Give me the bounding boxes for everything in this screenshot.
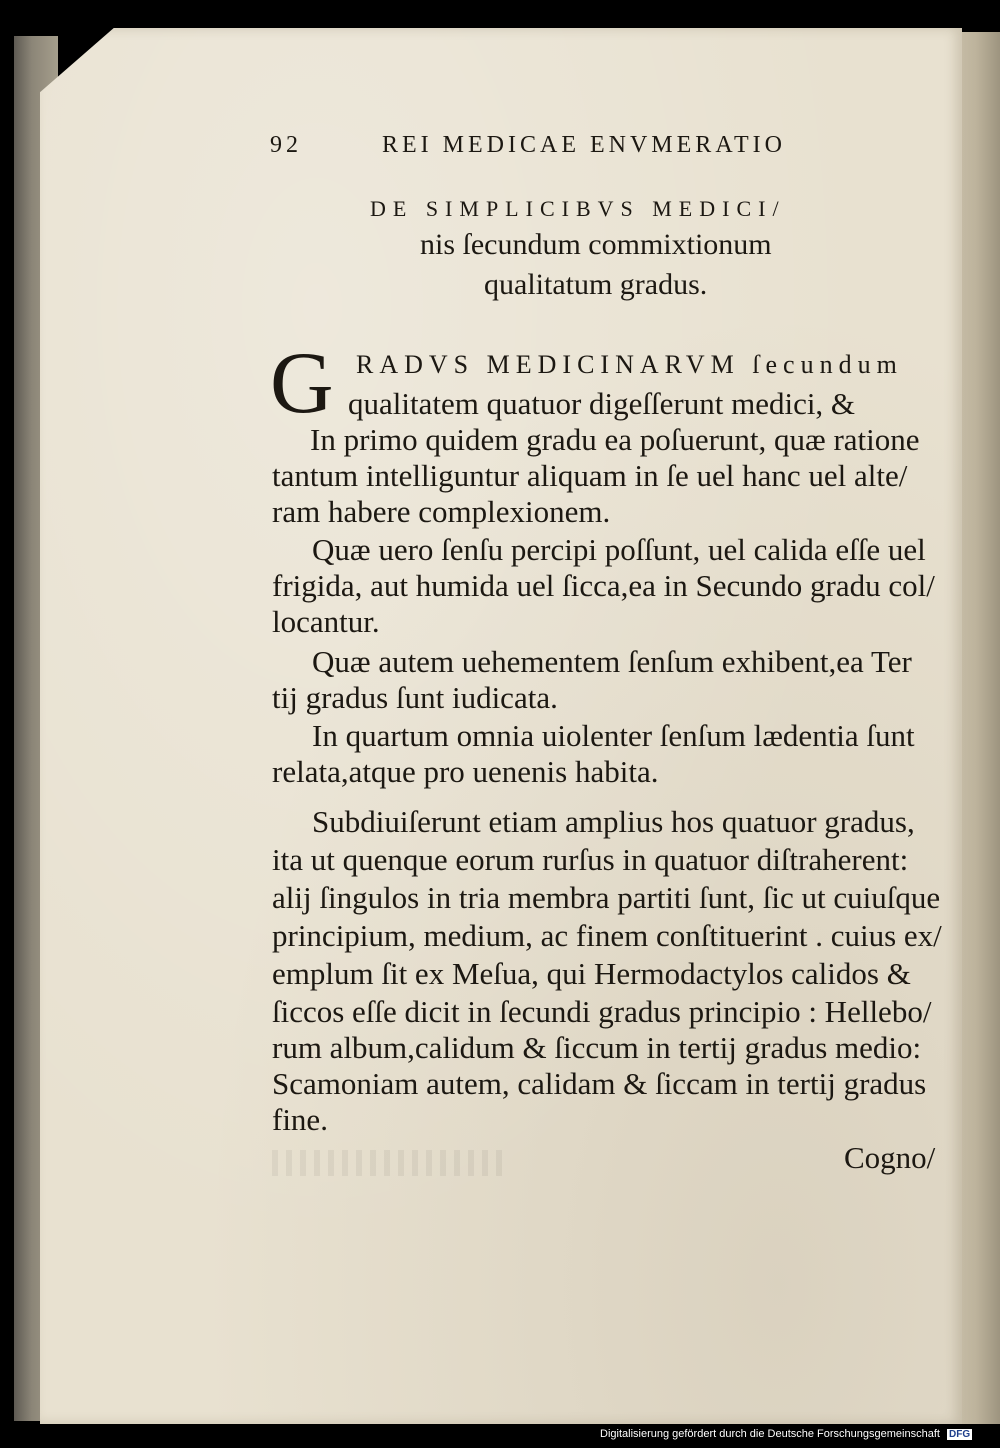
body-line: In primo quidem gradu ea poſuerunt, quæ ratione [310,422,920,457]
initial-letter: G [270,335,334,432]
dfg-logo: DFG [949,1429,971,1440]
body-line: ita ut quenque eorum rurſus in quatuor diſtraherent: [272,842,909,877]
page-number: 92 [270,132,302,158]
footer [600,1428,972,1440]
chapter-title-line-2: nis ſecundum commixtionum [420,228,772,261]
body-line: principium, medium, ac finem conſtituerint . cuius ex/ [272,918,942,953]
body-line: qualitatem quatuor digeſſerunt medici, & [348,386,856,421]
catchword: Cogno/ [844,1140,936,1175]
body-line: In quartum omnia uiolenter ſenſum lædentia ſunt [312,718,915,753]
body-line: Subdiuiſerunt etiam amplius hos quatuor gradus, [312,804,915,839]
body-line: frigida, aut humida uel ſicca,ea in Secundo gradu col/ [272,568,935,603]
body-line: tij gradus ſunt iudicata. [272,680,558,715]
faint-signature-mark [272,1150,502,1176]
chapter-title-line-3: qualitatum gradus. [484,268,708,301]
body-line: fine. [272,1102,328,1137]
body-line: emplum ſit ex Meſua, qui Hermodactylos calidos & [272,956,911,991]
body-line: ram habere complexionem. [272,494,611,529]
running-head [270,132,786,159]
body-line: Scamoniam autem, calidam & ſiccam in tertij gradus [272,1066,927,1101]
body-line: relata,atque pro uenenis habita. [272,754,659,789]
chapter-title-line-1: DE SIMPLICIBVS MEDICI/ [370,196,786,221]
body-line: rum album,calidum & ſiccum in tertij gradus medio: [272,1030,922,1065]
body-line: alij ſingulos in tria membra partiti ſunt, ſic ut cuiuſque [272,880,941,915]
body-line: ſiccos eſſe dicit in ſecundi gradus principio : Hellebo/ [272,994,932,1029]
footer-text: Digitalisierung gefördert durch die Deutsche Forschungsgemeinschaft [600,1428,940,1440]
body-line: tantum intelliguntur aliquam in ſe uel hanc uel alte/ [272,458,908,493]
body-line: locantur. [272,604,380,639]
body-line: RADVS MEDICINARVM ſecundum [356,350,903,379]
body-line: Quæ uero ſenſu percipi poſſunt, uel calida eſſe uel [312,532,926,567]
running-head-title: REI MEDICAE ENVMERATIO [382,132,786,158]
body-line: Quæ autem uehementem ſenſum exhibent,ea Ter [312,644,912,679]
